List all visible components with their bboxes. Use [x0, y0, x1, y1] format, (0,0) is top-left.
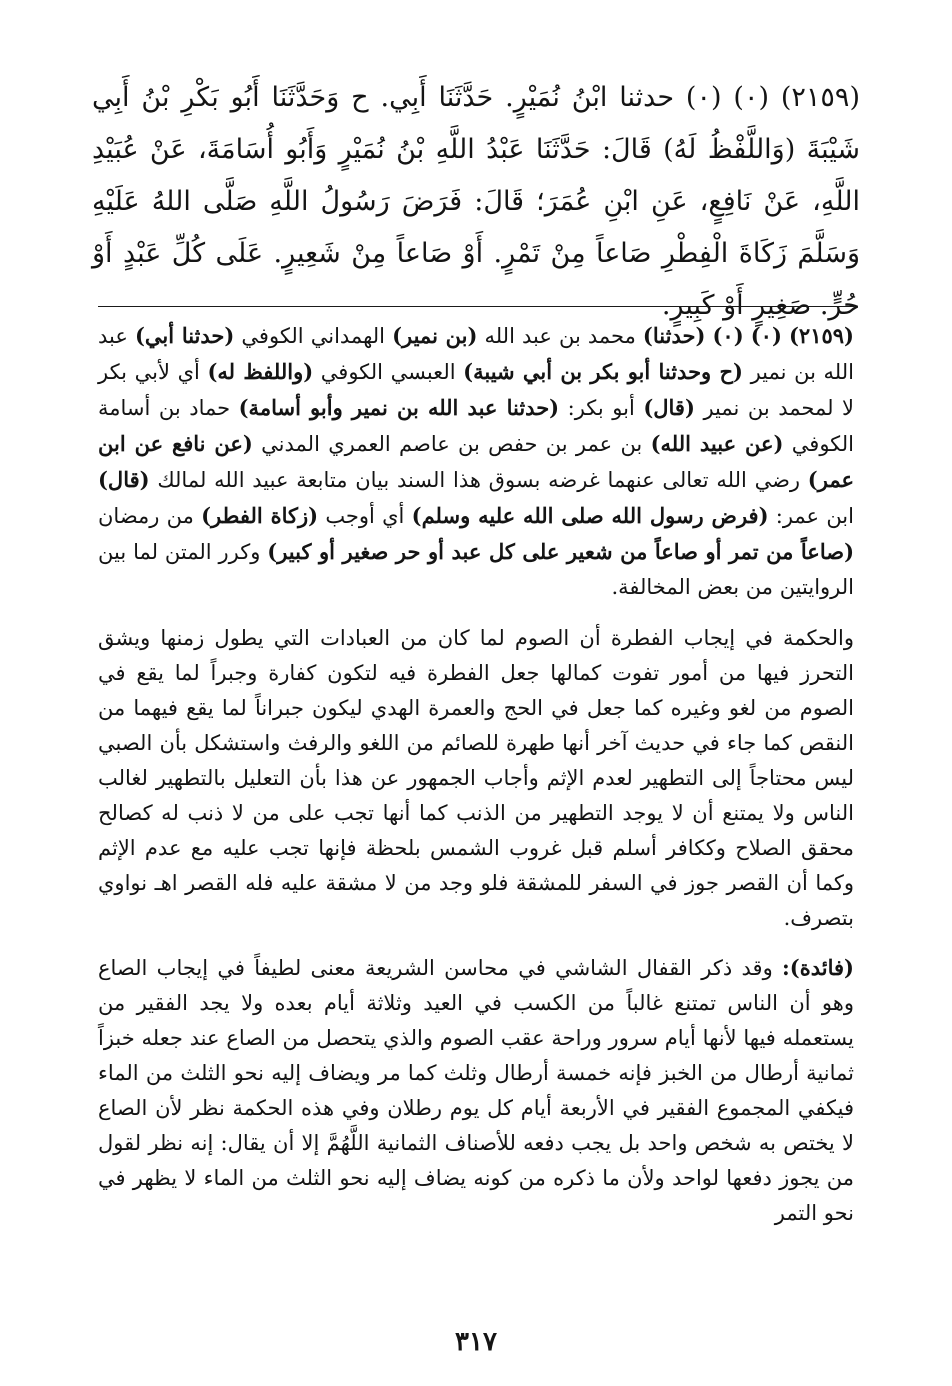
- commentary-paragraph-1: [98, 318, 854, 605]
- quoted-segment: (قال): [643, 395, 695, 420]
- quoted-segment: (بن نمير): [392, 323, 478, 348]
- commentary: [98, 318, 854, 1247]
- quoted-segment: (واللفظ له): [207, 359, 314, 384]
- quoted-segment: (قال): [98, 467, 150, 492]
- benefit-label: (فائدة):: [782, 955, 854, 980]
- quoted-segment: (صاعاً من تمر أو صاعاً من شعير على كل عبد أو حر صغير أو كبير): [267, 539, 855, 564]
- commentary-paragraph-3: [98, 950, 854, 1231]
- quoted-segment: (زكاة الفطر): [201, 503, 319, 528]
- hadith-text: (٢١٥٩) (٠) (٠) حدثنا ابْنُ نُمَيْرٍ. حَدَّثَنَا أَبِي. ح وَحَدَّثَنَا أَبُو بَكْرِ بْنُ أَبِي شَيْبَةَ (وَاللَّفْظُ لَهُ) قَالَ: حَدَّثَنَا عَبْدُ اللَّهِ بْنُ نُمَيْرٍ وَأَبُو أُسَامَةَ، عَنْ عُبَيْدِ اللَّهِ، عَنْ نَافِعٍ، عَنِ ابْنِ عُمَرَ؛ قَالَ: فَرَضَ رَسُولُ اللَّهِ صَلَّى اللهُ عَلَيْهِ وَسَلَّمَ زَكَاةَ الْفِطْرِ صَاعاً مِنْ تَمْرٍ. أَوْ صَاعاً مِنْ شَعِيرٍ. عَلَى كُلِّ عَبْدٍ أَوْ حُرٍّ. صَغِيرٍ أَوْ كَبِيرٍ.: [92, 82, 860, 321]
- commentary-paragraph-2: والحكمة في إيجاب الفطرة أن الصوم لما كان من العبادات التي يطول زمنها ويشق التحرز فيها من أمور تفوت كمالها جعل الفطرة فيه لتكون كفارة وجبراً لما يقع في الصوم من لغو وغيره كما جعل في الحج والعمرة الهدي ليكون جبراناً لما يقع فيهما من النقص كما جاء في حديث آخر أنها طهرة للصائم من اللغو والرفث واستشكل بأن الصبي ليس محتاجاً إلى التطهير لعدم الإثم وأجاب الجمهور عن هذا بأن التعليل بالتطهير لغالب الناس ولا يمتنع أن لا يوجد التطهير من الذنب كما أنها تجب على من لا ذنب له كصالح محقق الصلاح وككافر أسلم قبل غروب الشمس بلحظة فإنها تجب عليه مع عدم الإثم وكما أن القصر جوز في السفر للمشقة فلو وجد من لا مشقة عليه فله القصر اهـ نواوي بتصرف.: [98, 626, 854, 930]
- quoted-segment: (حدثنا أبي): [134, 323, 235, 348]
- quoted-segment: (فرض رسول الله صلى الله عليه وسلم): [411, 503, 769, 528]
- page-number: ٣١٧: [455, 1327, 497, 1357]
- quoted-segment: (عن نافع عن ابن عمر): [98, 431, 854, 492]
- quoted-segment: (ح وحدثنا أبو بكر بن أبي شيبة): [463, 359, 743, 384]
- quoted-segment: (حدثنا عبد الله بن نمير وأبو أسامة): [238, 395, 560, 420]
- quoted-segment: (٠): [712, 323, 744, 348]
- benefit-text: وقد ذكر القفال الشاشي في محاسن الشريعة معنى لطيفاً في إيجاب الصاع وهو أن الناس تمتنع غالباً من الكسب في العيد وثلاثة أيام بعده ولا يجد الفقير من يستعمله فيها لأنها أيام سرور وراحة عقب الصوم والذي يتحصل من الصاع عند جعله خبزاً ثمانية أرطال من الخبز فإنه خمسة أرطال وثلث كما مر ويضاف إليه نحو الثلث من الماء فيكفي المجموع الفقير في الأربعة أيام كل يوم رطلان وفي هذه الحكمة نظر لأن الصاع لا يختص به شخص واحد بل يجب دفعه للأصناف الثمانية اللَّهُمَّ إلا أن يقال: إنه نظر لقول من يجوز دفعها لواحد ولأن ما ذكره من كونه يضاف إليه نحو الثلث من الماء لا يظهر في نحو التمر: [98, 956, 854, 1225]
- quoted-segment: (٢١٥٩): [788, 323, 854, 348]
- commentary-chain-text: (٢١٥٩) (٠) (٠) (حدثنا) محمد بن عبد الله (بن نمير) الهمداني الكوفي (حدثنا أبي) عبد الله بن نمير (ح وحدثنا أبو بكر بن أبي شيبة) العبسي الكوفي (واللفظ له) أي لأبي بكر لا لمحمد بن نمير (قال) أبو بكر: (حدثنا عبد الله بن نمير وأبو أسامة) حماد بن أسامة الكوفي (عن عبيد الله) بن عمر بن حفص بن عاصم العمري المدني (عن نافع عن ابن عمر) رضي الله تعالى عنهما غرضه بسوق هذا السند بيان متابعة عبيد الله لمالك (قال) ابن عمر: (فرض رسول الله صلى الله عليه وسلم) أي أوجب (زكاة الفطر) من رمضان (صاعاً من تمر أو صاعاً من شعير على كل عبد أو حر صغير أو كبير) وكرر المتن لما بين الروايتين من بعض المخالفة.: [98, 323, 855, 599]
- quoted-segment: (عن عبيد الله): [650, 431, 784, 456]
- quoted-segment: (٠): [750, 323, 782, 348]
- divider-line: [98, 306, 854, 307]
- quoted-segment: (حدثنا): [642, 323, 706, 348]
